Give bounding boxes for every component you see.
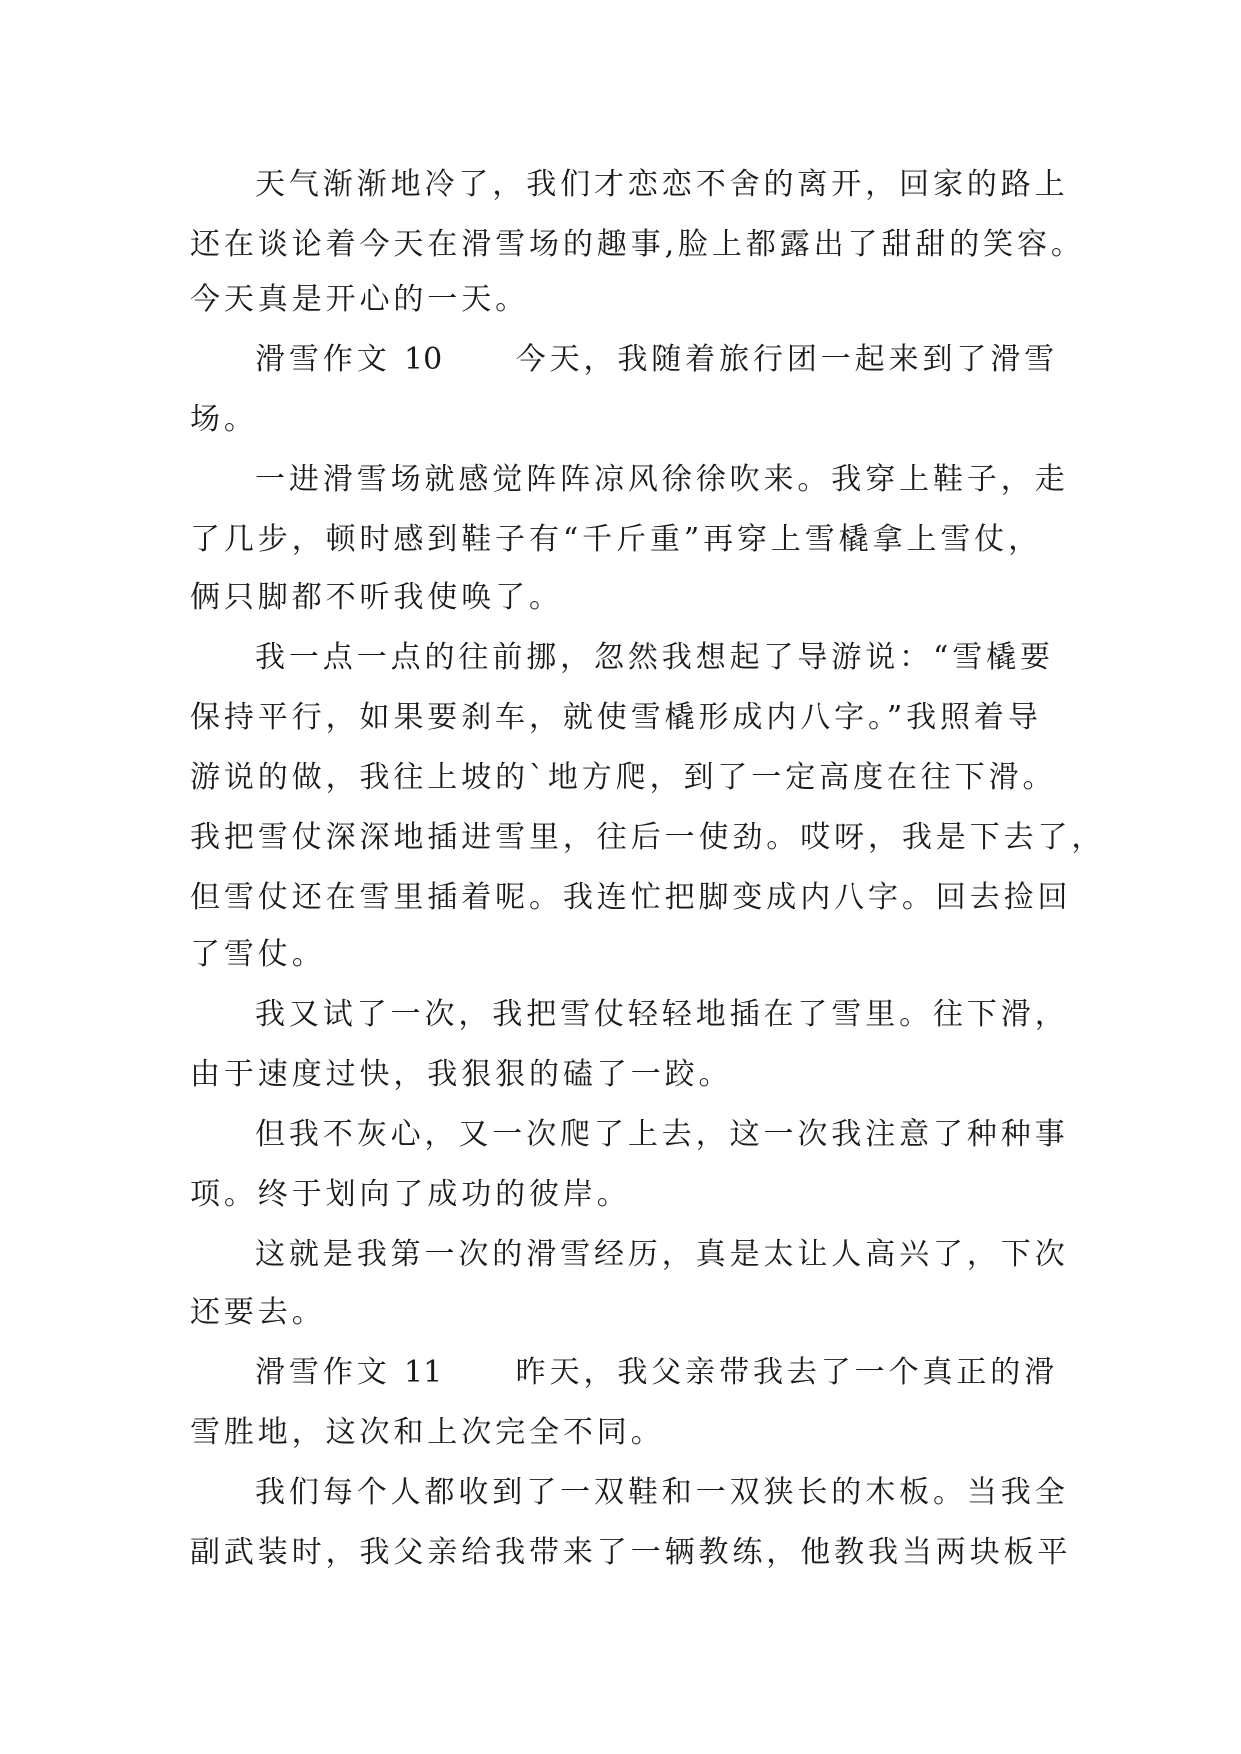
text-line: 保持平行，如果要刹车，就使雪橇形成内八字。”我照着导 bbox=[190, 700, 1042, 735]
essay-title: 滑雪作文 bbox=[255, 1355, 391, 1390]
text-line: 今天真是开心的一天。 bbox=[190, 282, 529, 317]
text-line: 一进滑雪场就感觉阵阵凉风徐徐吹来。我穿上鞋子，走 bbox=[255, 462, 1069, 497]
text-line: 俩只脚都不听我使唤了。 bbox=[190, 580, 563, 615]
text-line: 雪胜地，这次和上次完全不同。 bbox=[190, 1415, 665, 1450]
text-line: 我们每个人都收到了一双鞋和一双狭长的木板。当我全 bbox=[255, 1475, 1069, 1510]
text-line: 我一点一点的往前挪，忽然我想起了导游说：“雪橇要 bbox=[255, 640, 1054, 675]
text-line: 我把雪仗深深地插进雪里，往后一使劲。哎呀，我是下去了， bbox=[190, 820, 1106, 855]
text-line: 天气渐渐地冷了，我们才恋恋不舍的离开，回家的路上 bbox=[255, 167, 1069, 202]
essay-heading-line bbox=[0, 1353, 1241, 1393]
text-line: 了雪仗。 bbox=[190, 937, 326, 972]
text-line: 还要去。 bbox=[190, 1295, 326, 1330]
essay-heading-line bbox=[0, 340, 1241, 380]
text-line: 这就是我第一次的滑雪经历，真是太让人高兴了，下次 bbox=[255, 1237, 1069, 1272]
text-line: 还在谈论着今天在滑雪场的趣事,脸上都露出了甜甜的笑容。 bbox=[190, 227, 1085, 262]
essay-first-line: 昨天，我父亲带我去了一个真正的滑 bbox=[515, 1355, 1059, 1390]
text-line: 由于速度过快，我狠狠的磕了一跤。 bbox=[190, 1057, 733, 1092]
text-line: 了几步，顿时感到鞋子有“千斤重”再穿上雪橇拿上雪仗， bbox=[190, 522, 1043, 557]
text-line: 副武装时，我父亲给我带来了一辆教练，他教我当两块板平 bbox=[190, 1535, 1072, 1570]
text-line: 项。终于划向了成功的彼岸。 bbox=[190, 1177, 631, 1212]
essay-number: 11 bbox=[404, 1355, 443, 1390]
text-line: 但我不灰心，又一次爬了上去，这一次我注意了种种事 bbox=[255, 1117, 1069, 1152]
essay-first-line: 今天，我随着旅行团一起来到了滑雪 bbox=[515, 342, 1059, 377]
text-line: 但雪仗还在雪里插着呢。我连忙把脚变成内八字。回去捡回 bbox=[190, 880, 1072, 915]
text-line: 游说的做，我往上坡的`地方爬，到了一定高度在往下滑。 bbox=[190, 760, 1057, 795]
essay-title: 滑雪作文 bbox=[255, 342, 391, 377]
essay-number: 10 bbox=[404, 342, 443, 377]
text-line: 场。 bbox=[190, 402, 258, 437]
text-line: 我又试了一次，我把雪仗轻轻地插在了雪里。往下滑， bbox=[255, 997, 1069, 1032]
